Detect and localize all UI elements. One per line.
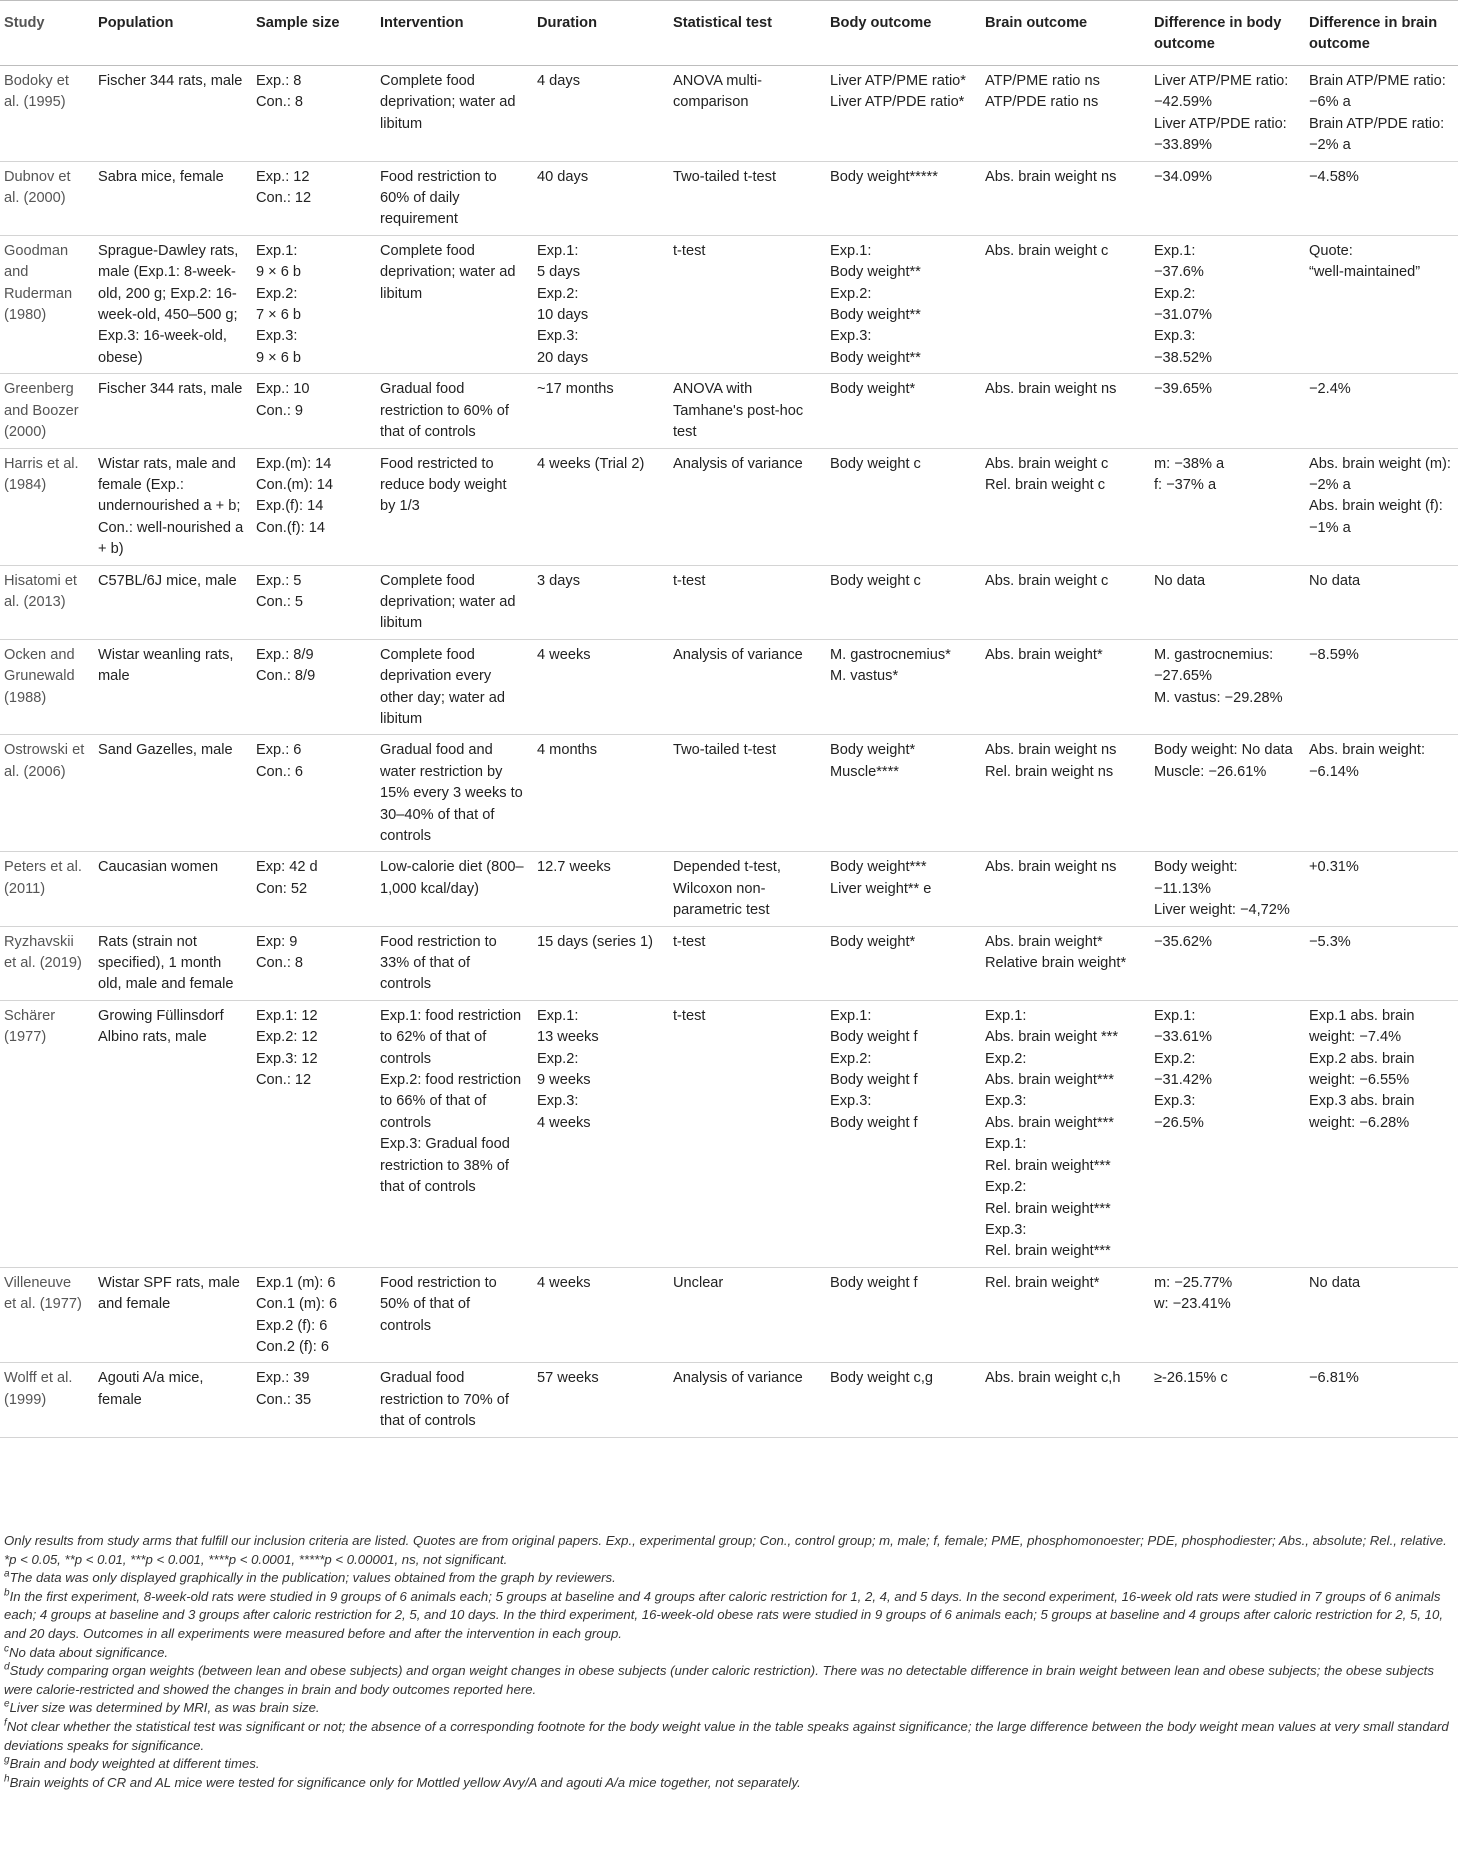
cell-test: Analysis of variance [667,639,824,735]
cell-diff-brain: Brain ATP/PME ratio: −6% a Brain ATP/PDE ratio: −2% a [1303,66,1458,162]
footnote-b: $^b$In the first experiment, 8-week-old rats were studied in 9 groups of 6 animals each; 5 groups at baseline and 4 groups after caloric restriction for 1, 2, 4, and 5 days. In the second experiment, 16-week old rats were studied in 7 groups of 6 animals each; 4 groups at baseline and 3 groups after caloric restriction for 2, 5, and 10 days. In the third experiment, 16-week-old obese rats were studied in 9 groups of 6 animals each; 5 groups at baseline and 4 groups after caloric restriction for 2, 5, 10, and 20 days. Outcomes in all experiments were measured before and after the intervention in each group. [4,1587,1443,1641]
cell-sample: Exp.: 10 Con.: 9 [250,374,374,448]
header-brain-outcome: Brain outcome [979,1,1148,66]
footnote-h: $^h$Brain weights of CR and AL mice were tested for significance only for Mottled yellow Avy/A and agouti A/a mice together, not separately. [4,1773,801,1790]
cell-test: Two-tailed t-test [667,161,824,235]
cell-brain: Abs. brain weight* Relative brain weight* [979,926,1148,1000]
cell-brain: Abs. brain weight* [979,639,1148,735]
cell-study: Greenberg and Boozer (2000) [0,374,92,448]
cell-diff-body: Body weight: No data Muscle: −26.61% [1148,735,1303,852]
cell-body: Body weight*** Liver weight** e [824,852,979,926]
cell-population: Fischer 344 rats, male [92,374,250,448]
cell-test: ANOVA with Tamhane's post-hoc test [667,374,824,448]
cell-diff-brain: −8.59% [1303,639,1458,735]
table-row [0,448,1458,565]
cell-sample: Exp: 42 d Con: 52 [250,852,374,926]
cell-test: Two-tailed t-test [667,735,824,852]
cell-intervention: Food restriction to 33% of that of controls [374,926,531,1000]
header-body-outcome: Body outcome [824,1,979,66]
cell-sample: Exp.: 39 Con.: 35 [250,1363,374,1437]
cell-study: Peters et al. (2011) [0,852,92,926]
cell-body: Body weight* Muscle**** [824,735,979,852]
cell-duration: Exp.1: 5 days Exp.2: 10 days Exp.3: 20 days [531,235,667,373]
cell-diff-brain: −4.58% [1303,161,1458,235]
table-row [0,1363,1458,1437]
cell-intervention: Exp.1: food restriction to 62% of that of controls Exp.2: food restriction to 66% of that of controls Exp.3: Gradual food restriction to 38% of that of controls [374,1000,531,1267]
header-population: Population [92,1,250,66]
cell-diff-brain: No data [1303,565,1458,639]
cell-sample: Exp.1: 9 × 6 b Exp.2: 7 × 6 b Exp.3: 9 × 6 b [250,235,374,373]
cell-population: Caucasian women [92,852,250,926]
cell-test: Depended t-test, Wilcoxon non-parametric test [667,852,824,926]
cell-body: Liver ATP/PME ratio* Liver ATP/PDE ratio* [824,66,979,162]
cell-duration: 4 weeks [531,639,667,735]
cell-test: Analysis of variance [667,1363,824,1437]
cell-brain: Abs. brain weight c,h [979,1363,1148,1437]
cell-diff-brain: Abs. brain weight (m): −2% a Abs. brain weight (f): −1% a [1303,448,1458,565]
cell-body: Body weight* [824,374,979,448]
cell-study: Wolff et al. (1999) [0,1363,92,1437]
cell-study: Schärer (1977) [0,1000,92,1267]
cell-diff-body: −39.65% [1148,374,1303,448]
cell-test: t-test [667,926,824,1000]
cell-body: Exp.1: Body weight** Exp.2: Body weight** Exp.3: Body weight** [824,235,979,373]
cell-body: Body weight c,g [824,1363,979,1437]
cell-brain: Exp.1: Abs. brain weight *** Exp.2: Abs. brain weight*** Exp.3: Abs. brain weight*** Exp.1: Rel. brain weight*** Exp.2: Rel. brain weight*** Exp.3: Rel. brain weight*** [979,1000,1148,1267]
cell-study: Harris et al. (1984) [0,448,92,565]
cell-study: Dubnov et al. (2000) [0,161,92,235]
cell-diff-brain: −5.3% [1303,926,1458,1000]
cell-study: Ryzhavskii et al. (2019) [0,926,92,1000]
header-statistical-test: Statistical test [667,1,824,66]
cell-diff-brain: No data [1303,1267,1458,1363]
cell-population: Fischer 344 rats, male [92,66,250,162]
cell-body: Body weight***** [824,161,979,235]
footnote-a: $^a$The data was only displayed graphically in the publication; values obtained from the graph by reviewers. [4,1568,616,1586]
cell-diff-brain: Abs. brain weight: −6.14% [1303,735,1458,852]
cell-sample: Exp.1: 12 Exp.2: 12 Exp.3: 12 Con.: 12 [250,1000,374,1267]
cell-study: Goodman and Ruderman (1980) [0,235,92,373]
cell-sample: Exp.: 5 Con.: 5 [250,565,374,639]
cell-intervention: Complete food deprivation; water ad libitum [374,565,531,639]
cell-population: Sabra mice, female [92,161,250,235]
cell-duration: ~17 months [531,374,667,448]
cell-brain: Abs. brain weight c Rel. brain weight c [979,448,1148,565]
cell-diff-brain: Quote: “well-maintained” [1303,235,1458,373]
cell-sample: Exp.(m): 14 Con.(m): 14 Exp.(f): 14 Con.(f): 14 [250,448,374,565]
header-sample-size: Sample size [250,1,374,66]
table-row [0,1000,1458,1267]
cell-study: Ocken and Grunewald (1988) [0,639,92,735]
cell-intervention: Gradual food restriction to 60% of that of controls [374,374,531,448]
table-row [0,374,1458,448]
cell-intervention: Food restricted to reduce body weight by 1/3 [374,448,531,565]
cell-brain: Rel. brain weight* [979,1267,1148,1363]
cell-brain: Abs. brain weight ns Rel. brain weight ns [979,735,1148,852]
cell-diff-body: Body weight: −11.13% Liver weight: −4,72% [1148,852,1303,926]
cell-population: C57BL/6J mice, male [92,565,250,639]
cell-test: t-test [667,235,824,373]
cell-diff-body: m: −38% a f: −37% a [1148,448,1303,565]
cell-diff-body: m: −25.77% w: −23.41% [1148,1267,1303,1363]
cell-sample: Exp.: 8/9 Con.: 8/9 [250,639,374,735]
cell-intervention: Complete food deprivation; water ad libitum [374,66,531,162]
cell-intervention: Gradual food and water restriction by 15% every 3 weeks to 30–40% of that of controls [374,735,531,852]
cell-brain: ATP/PME ratio ns ATP/PDE ratio ns [979,66,1148,162]
footnote-f: $^f$Not clear whether the statistical test was significant or not; the absence of a corresponding footnote for the body weight value in the table speaks against significance; the large difference between the body weight mean values at very small standard deviations speaks for significance. [4,1717,1449,1753]
footnote-e: $^e$Liver size was determined by MRI, as was brain size. [4,1698,320,1716]
cell-diff-body: No data [1148,565,1303,639]
cell-population: Rats (strain not specified), 1 month old, male and female [92,926,250,1000]
cell-intervention: Gradual food restriction to 70% of that of controls [374,1363,531,1437]
table-row [0,235,1458,373]
cell-population: Wistar SPF rats, male and female [92,1267,250,1363]
cell-population: Sand Gazelles, male [92,735,250,852]
cell-duration: 4 months [531,735,667,852]
cell-sample: Exp: 9 Con.: 8 [250,926,374,1000]
cell-body: M. gastrocnemius* M. vastus* [824,639,979,735]
cell-brain: Abs. brain weight ns [979,852,1148,926]
table-row [0,735,1458,852]
cell-diff-brain: +0.31% [1303,852,1458,926]
cell-test: t-test [667,565,824,639]
table-row [0,639,1458,735]
table-row [0,66,1458,162]
cell-test: Unclear [667,1267,824,1363]
header-intervention: Intervention [374,1,531,66]
cell-population: Sprague-Dawley rats, male (Exp.1: 8-week-old, 200 g; Exp.2: 16-week-old, 450–500 g; Exp.3: 16-week-old, obese) [92,235,250,373]
cell-brain: Abs. brain weight c [979,235,1148,373]
table-row [0,926,1458,1000]
cell-diff-body: ≥-26.15% c [1148,1363,1303,1437]
cell-study: Villeneuve et al. (1977) [0,1267,92,1363]
cell-population: Wistar weanling rats, male [92,639,250,735]
cell-sample: Exp.1 (m): 6 Con.1 (m): 6 Exp.2 (f): 6 Con.2 (f): 6 [250,1267,374,1363]
cell-duration: 4 weeks [531,1267,667,1363]
cell-diff-body: Exp.1: −37.6% Exp.2: −31.07% Exp.3: −38.52% [1148,235,1303,373]
cell-study: Hisatomi et al. (2013) [0,565,92,639]
header-duration: Duration [531,1,667,66]
cell-population: Agouti A/a mice, female [92,1363,250,1437]
cell-brain: Abs. brain weight ns [979,161,1148,235]
footnote-general: Only results from study arms that fulfill our inclusion criteria are listed. Quotes are from original papers. Exp., experimental group; Con., control group; m, male; f, female; PME, phosphomonoester; PDE, phosphodiester; Abs., absolute; Rel., relative. *p < 0.05, **p < 0.01, ***p < 0.001, ****p < 0.0001, *****p < 0.00001, ns, not significant. [4,1533,1447,1567]
cell-population: Growing Füllinsdorf Albino rats, male [92,1000,250,1267]
cell-body: Body weight c [824,565,979,639]
table-row [0,1267,1458,1363]
cell-body: Body weight c [824,448,979,565]
cell-duration: 15 days (series 1) [531,926,667,1000]
cell-duration: Exp.1: 13 weeks Exp.2: 9 weeks Exp.3: 4 weeks [531,1000,667,1267]
footnote-g: $^g$Brain and body weighted at different times. [4,1754,260,1772]
cell-intervention: Food restriction to 60% of daily requirement [374,161,531,235]
cell-duration: 40 days [531,161,667,235]
table-header-row [0,1,1458,66]
cell-body: Body weight f [824,1267,979,1363]
cell-duration: 4 weeks (Trial 2) [531,448,667,565]
cell-sample: Exp.: 8 Con.: 8 [250,66,374,162]
cell-test: ANOVA multi-comparison [667,66,824,162]
cell-population: Wistar rats, male and female (Exp.: undernourished a + b; Con.: well-nourished a + b) [92,448,250,565]
cell-diff-brain: Exp.1 abs. brain weight: −7.4% Exp.2 abs. brain weight: −6.55% Exp.3 abs. brain weight: −6.28% [1303,1000,1458,1267]
cell-intervention: Complete food deprivation; water ad libitum [374,235,531,373]
cell-study: Bodoky et al. (1995) [0,66,92,162]
cell-sample: Exp.: 6 Con.: 6 [250,735,374,852]
cell-test: t-test [667,1000,824,1267]
header-study: Study [0,1,92,66]
cell-study: Ostrowski et al. (2006) [0,735,92,852]
header-difference-brain: Difference in brain outcome [1303,1,1458,66]
cell-brain: Abs. brain weight c [979,565,1148,639]
table-body [0,66,1458,1438]
table-row [0,161,1458,235]
table-row [0,852,1458,926]
header-difference-body: Difference in body outcome [1148,1,1303,66]
cell-test: Analysis of variance [667,448,824,565]
cell-duration: 3 days [531,565,667,639]
cell-body: Body weight* [824,926,979,1000]
table-footnotes [4,1532,1454,1792]
footnote-c: $^c$No data about significance. [4,1643,169,1660]
cell-diff-brain: −2.4% [1303,374,1458,448]
table-row [0,565,1458,639]
cell-intervention: Low-calorie diet (800–1,000 kcal/day) [374,852,531,926]
cell-sample: Exp.: 12 Con.: 12 [250,161,374,235]
cell-intervention: Complete food deprivation every other day; water ad libitum [374,639,531,735]
cell-diff-body: M. gastrocnemius: −27.65% M. vastus: −29.28% [1148,639,1303,735]
cell-diff-body: −35.62% [1148,926,1303,1000]
cell-intervention: Food restriction to 50% of that of controls [374,1267,531,1363]
cell-diff-body: Exp.1: −33.61% Exp.2: −31.42% Exp.3: −26.5% [1148,1000,1303,1267]
cell-brain: Abs. brain weight ns [979,374,1148,448]
cell-body: Exp.1: Body weight f Exp.2: Body weight f Exp.3: Body weight f [824,1000,979,1267]
cell-diff-brain: −6.81% [1303,1363,1458,1437]
cell-duration: 12.7 weeks [531,852,667,926]
cell-duration: 4 days [531,66,667,162]
cell-duration: 57 weeks [531,1363,667,1437]
footnote-d: $^d$Study comparing organ weights (between lean and obese subjects) and organ weight changes in obese subjects (under caloric restriction). There was no detectable difference in brain weight between lean and obese subjects; the obese subjects were calorie-restricted and showed the changes in brain and body outcomes reported here. [4,1661,1434,1697]
cell-diff-body: −34.09% [1148,161,1303,235]
cell-diff-body: Liver ATP/PME ratio: −42.59% Liver ATP/PDE ratio: −33.89% [1148,66,1303,162]
